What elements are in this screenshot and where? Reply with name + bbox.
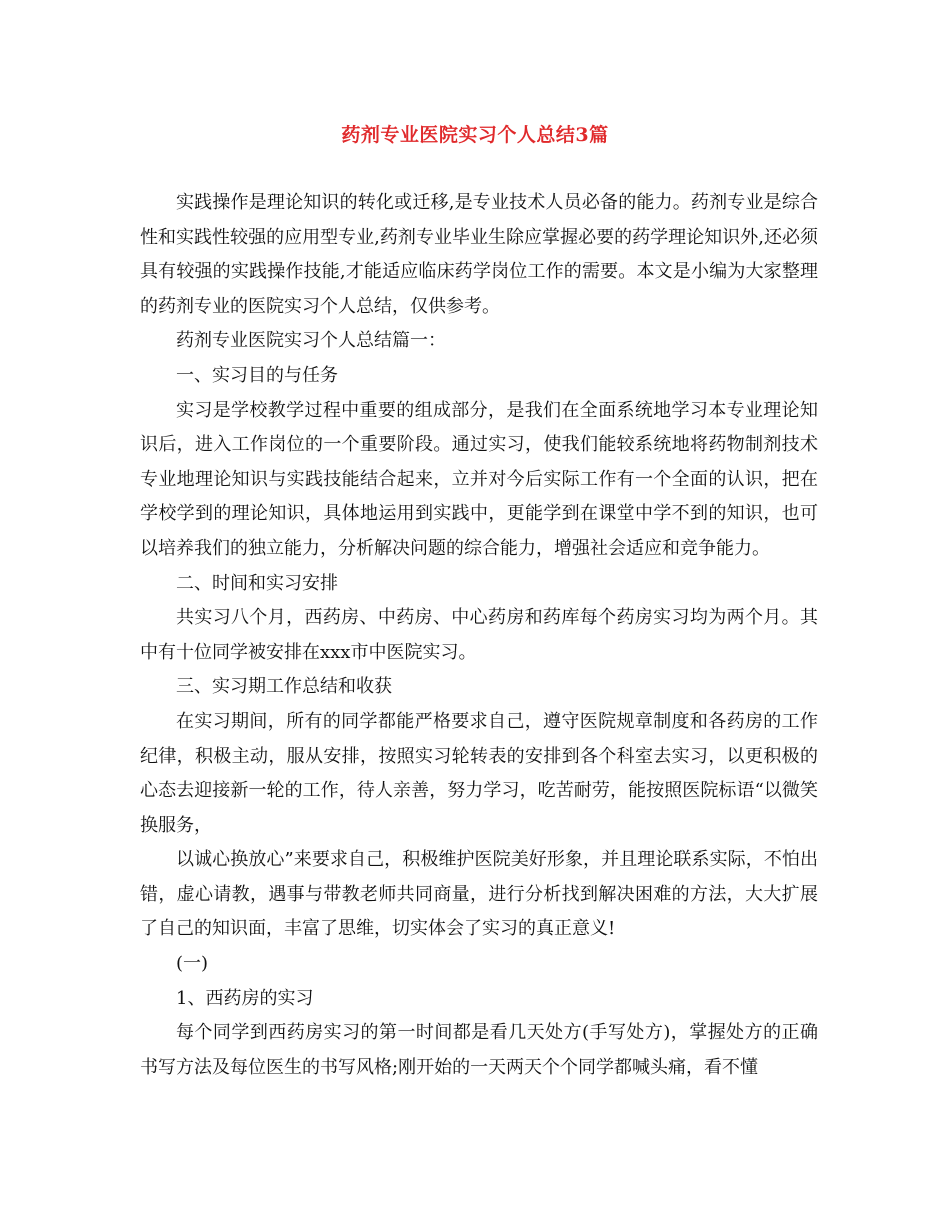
purpose-paragraph: 实习是学校教学过程中重要的组成部分，是我们在全面系统地学习本专业理论知识后，进入工作岗位的一个重要阶段。通过实习，使我们能较系统地将药物制剂技术专业地理论知识与实践技能结合起来，立并对今后实际工作有一个全面的认识，把在学校学到的理论知识，具体地运用到实践中，更能学到在课堂中学不到的知识，也可以培养我们的独立能力，分析解决问题的综合能力，增强社会适应和竞争能力。 — [140, 399, 818, 559]
western-pharmacy-paragraph: 每个同学到西药房实习的第一时间都是看几天处方(手写处方)，掌握处方的正确书写方法及每位医生的书写风格;刚开始的一天两天个个同学都喊头痛，看不懂 — [140, 1022, 818, 1078]
heading-schedule: 二、时间和实习安排 — [176, 572, 338, 594]
document-body — [140, 186, 818, 1085]
section-heading-part-one: 药剂专业医院实习个人总结篇一： — [176, 330, 446, 352]
heading-purpose: 一、实习目的与任务 — [176, 364, 338, 386]
schedule-paragraph: 共实习八个月，西药房、中药房、中心药房和药库每个药房实习均为两个月。其中有十位同学被安排在xxx市中医院实习。 — [140, 607, 818, 663]
subsection-marker: (一) — [176, 953, 209, 975]
summary-paragraph-2: 以诚心换放心”来要求自己，积极维护医院美好形象，并且理论联系实际，不怕出错，虚心请教，遇事与带教老师共同商量，进行分析找到解决困难的方法，大大扩展了自己的知识面，丰富了思维，切实体会了实习的真正意义! — [140, 849, 818, 940]
heading-western-pharmacy: 1、西药房的实习 — [176, 987, 314, 1009]
document-title: 药剂专业医院实习个人总结3篇 — [341, 124, 609, 146]
heading-summary: 三、实习期工作总结和收获 — [176, 676, 392, 698]
intro-paragraph: 实践操作是理论知识的转化或迁移,是专业技术人员必备的能力。药剂专业是综合性和实践性较强的应用型专业,药剂专业毕业生除应掌握必要的药学理论知识外,还必须具有较强的实践操作技能,才能适应临床药学岗位工作的需要。本文是小编为大家整理的药剂专业的医院实习个人总结，仅供参考。 — [140, 192, 818, 317]
summary-paragraph-1: 在实习期间，所有的同学都能严格要求自己，遵守医院规章制度和各药房的工作纪律，积极主动，服从安排，按照实习轮转表的安排到各个科室去实习，以更积极的心态去迎接新一轮的工作，待人亲善，努力学习，吃苦耐劳，能按照医院标语“以微笑换服务， — [140, 710, 818, 836]
